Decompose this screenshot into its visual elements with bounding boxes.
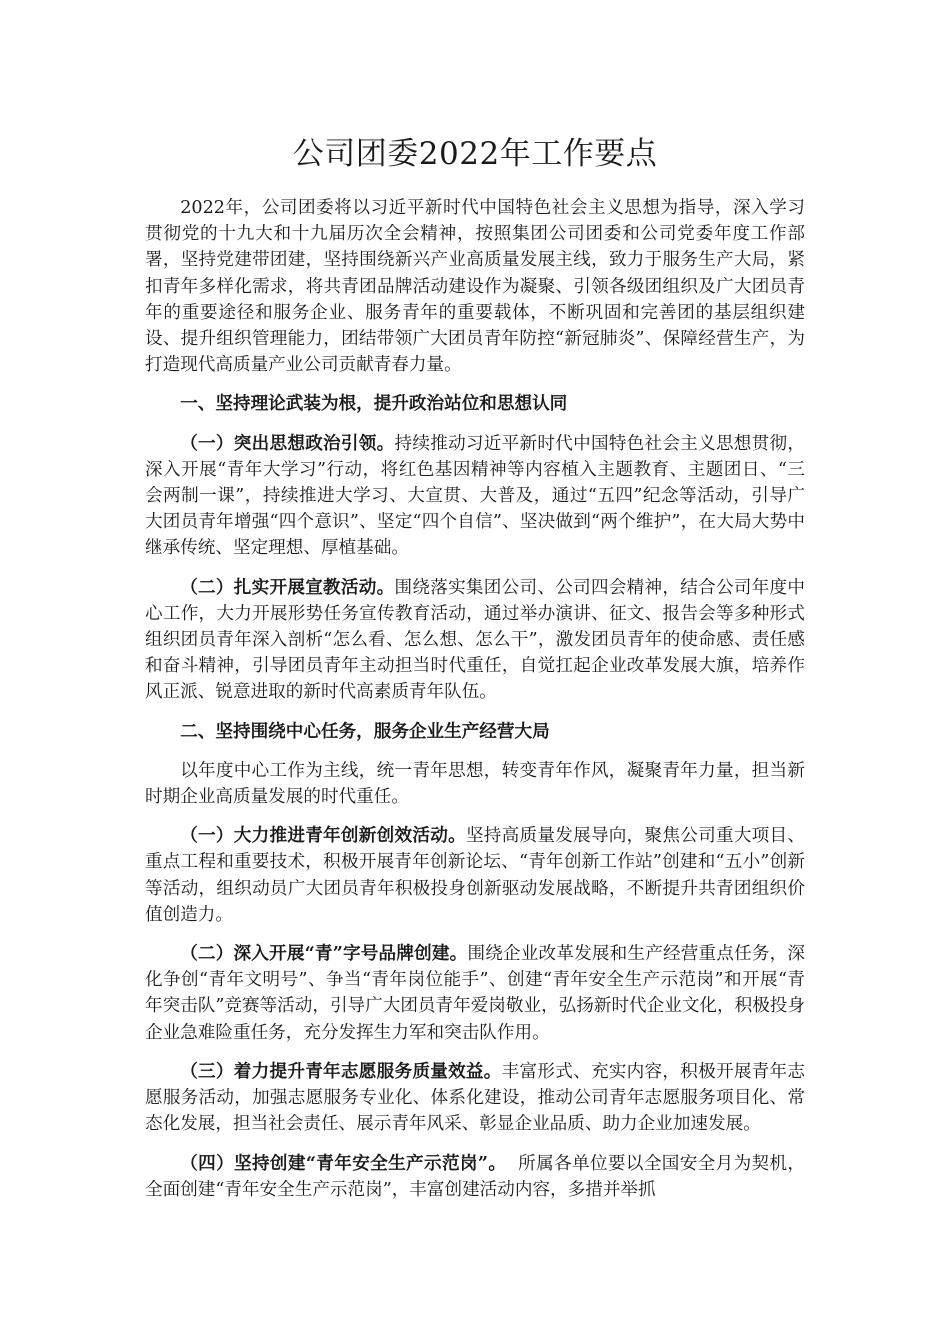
section-2-item-4 <box>145 1151 805 1203</box>
section-2-intro: 以年度中心工作为主线，统一青年思想，转变青年作风，凝聚青年力量，担当新时期企业高质量发展的时代重任。 <box>145 760 805 808</box>
item-lead: （二）扎实开展宣教活动。 <box>180 576 395 598</box>
item-body: 围绕企业改革发展和生产经营重点任务，深化争创“青年文明号”、争当“青年岗位能手”、创建“青年安全生产示范岗”和开展“青年突击队”竞赛等活动，引导广大团员青年爱岗敬业，弘扬新时代企业文化，积极投身企业急难险重任务，充分发挥生力军和突击队作用。 <box>145 944 805 1043</box>
document-title: 公司团委2022年工作要点 <box>292 136 658 172</box>
item-lead: （一）大力推进青年创新创效活动。 <box>180 825 466 847</box>
section-2-heading: 二、坚持围绕中心任务，服务企业生产经营大局 <box>180 720 550 742</box>
section-1-heading: 一、坚持理论武装为根，提升政治站位和思想认同 <box>180 393 568 415</box>
section-1-item-2 <box>145 575 805 706</box>
document-page <box>145 128 805 1216</box>
item-body: 围绕落实集团公司、公司四会精神，结合公司年度中心工作，大力开展形势任务宣传教育活动，通过举办演讲、征文、报告会等多种形式组织团员青年深入剖析“怎么看、怎么想、怎么干”，激发团员青年的使命感、责任感和奋斗精神，引导团员青年主动担当时代重任，自觉扛起企业改革发展大旗，培养作风正派、锐意进取的新时代高素质青年队伍。 <box>145 577 805 703</box>
section-2-item-1 <box>145 823 805 928</box>
item-lead: （一）突出思想政治引领。 <box>180 432 395 454</box>
item-body: 持续推动习近平新时代中国特色社会主义思想贯彻，深入开展“青年大学习”行动，将红色基因精神等内容植入主题教育、主题团日、“三会两制一课”，持续推进大学习、大宣贯、大普及，通过“五四”纪念等活动，引导广大团员青年增强“四个意识”、坚定“四个自信”、坚决做到“两个维护”，在大局大势中继承传统、坚定理想、厚植基础。 <box>145 433 805 559</box>
intro-paragraph: 2022年，公司团委将以习近平新时代中国特色社会主义思想为指导，深入学习贯彻党的十九大和十九届历次全会精神，按照集团公司团委和公司党委年度工作部署，坚持党建带团建，坚持围绕新兴产业高质量发展主线，致力于服务生产大局，紧扣青年多样化需求，将共青团品牌活动建设作为凝聚、引领各级团组织及广大团员青年的重要途径和服务企业、服务青年的重要载体，不断巩固和完善团的基层组织建设、提升组织管理能力，团结带领广大团员青年防控“新冠肺炎”、保障经营生产，为打造现代高质量产业公司贡献青春力量。 <box>145 198 805 376</box>
item-body: 所属各单位要以全国安全月为契机，全面创建“青年安全生产示范岗”，丰富创建活动内容，多措并举抓 <box>145 1153 806 1200</box>
item-body: 坚持高质量发展导向，聚焦公司重大项目、重点工程和重要技术，积极开展青年创新论坛、“青年创新工作站”创建和“五小”创新等活动，组织动员广大团员青年积极投身创新驱动发展战略，不断提升共青团组织价值创造力。 <box>145 826 805 925</box>
section-2-item-3 <box>145 1059 805 1138</box>
section-2-item-2 <box>145 941 805 1046</box>
section-1-item-1 <box>145 431 805 562</box>
item-body: 丰富形式、充实内容，积极开展青年志愿服务活动，加强志愿服务专业化、体系化建设，推动公司青年志愿服务项目化、常态化发展，担当社会责任、展示青年风采、彰显企业品质、助力企业加速发展。 <box>145 1061 805 1135</box>
item-lead: （三）着力提升青年志愿服务质量效益。 <box>180 1060 502 1082</box>
item-lead: （二）深入开展“青”字号品牌创建。 <box>180 943 468 965</box>
item-lead: （四）坚持创建“青年安全生产示范岗”。 <box>180 1152 507 1174</box>
